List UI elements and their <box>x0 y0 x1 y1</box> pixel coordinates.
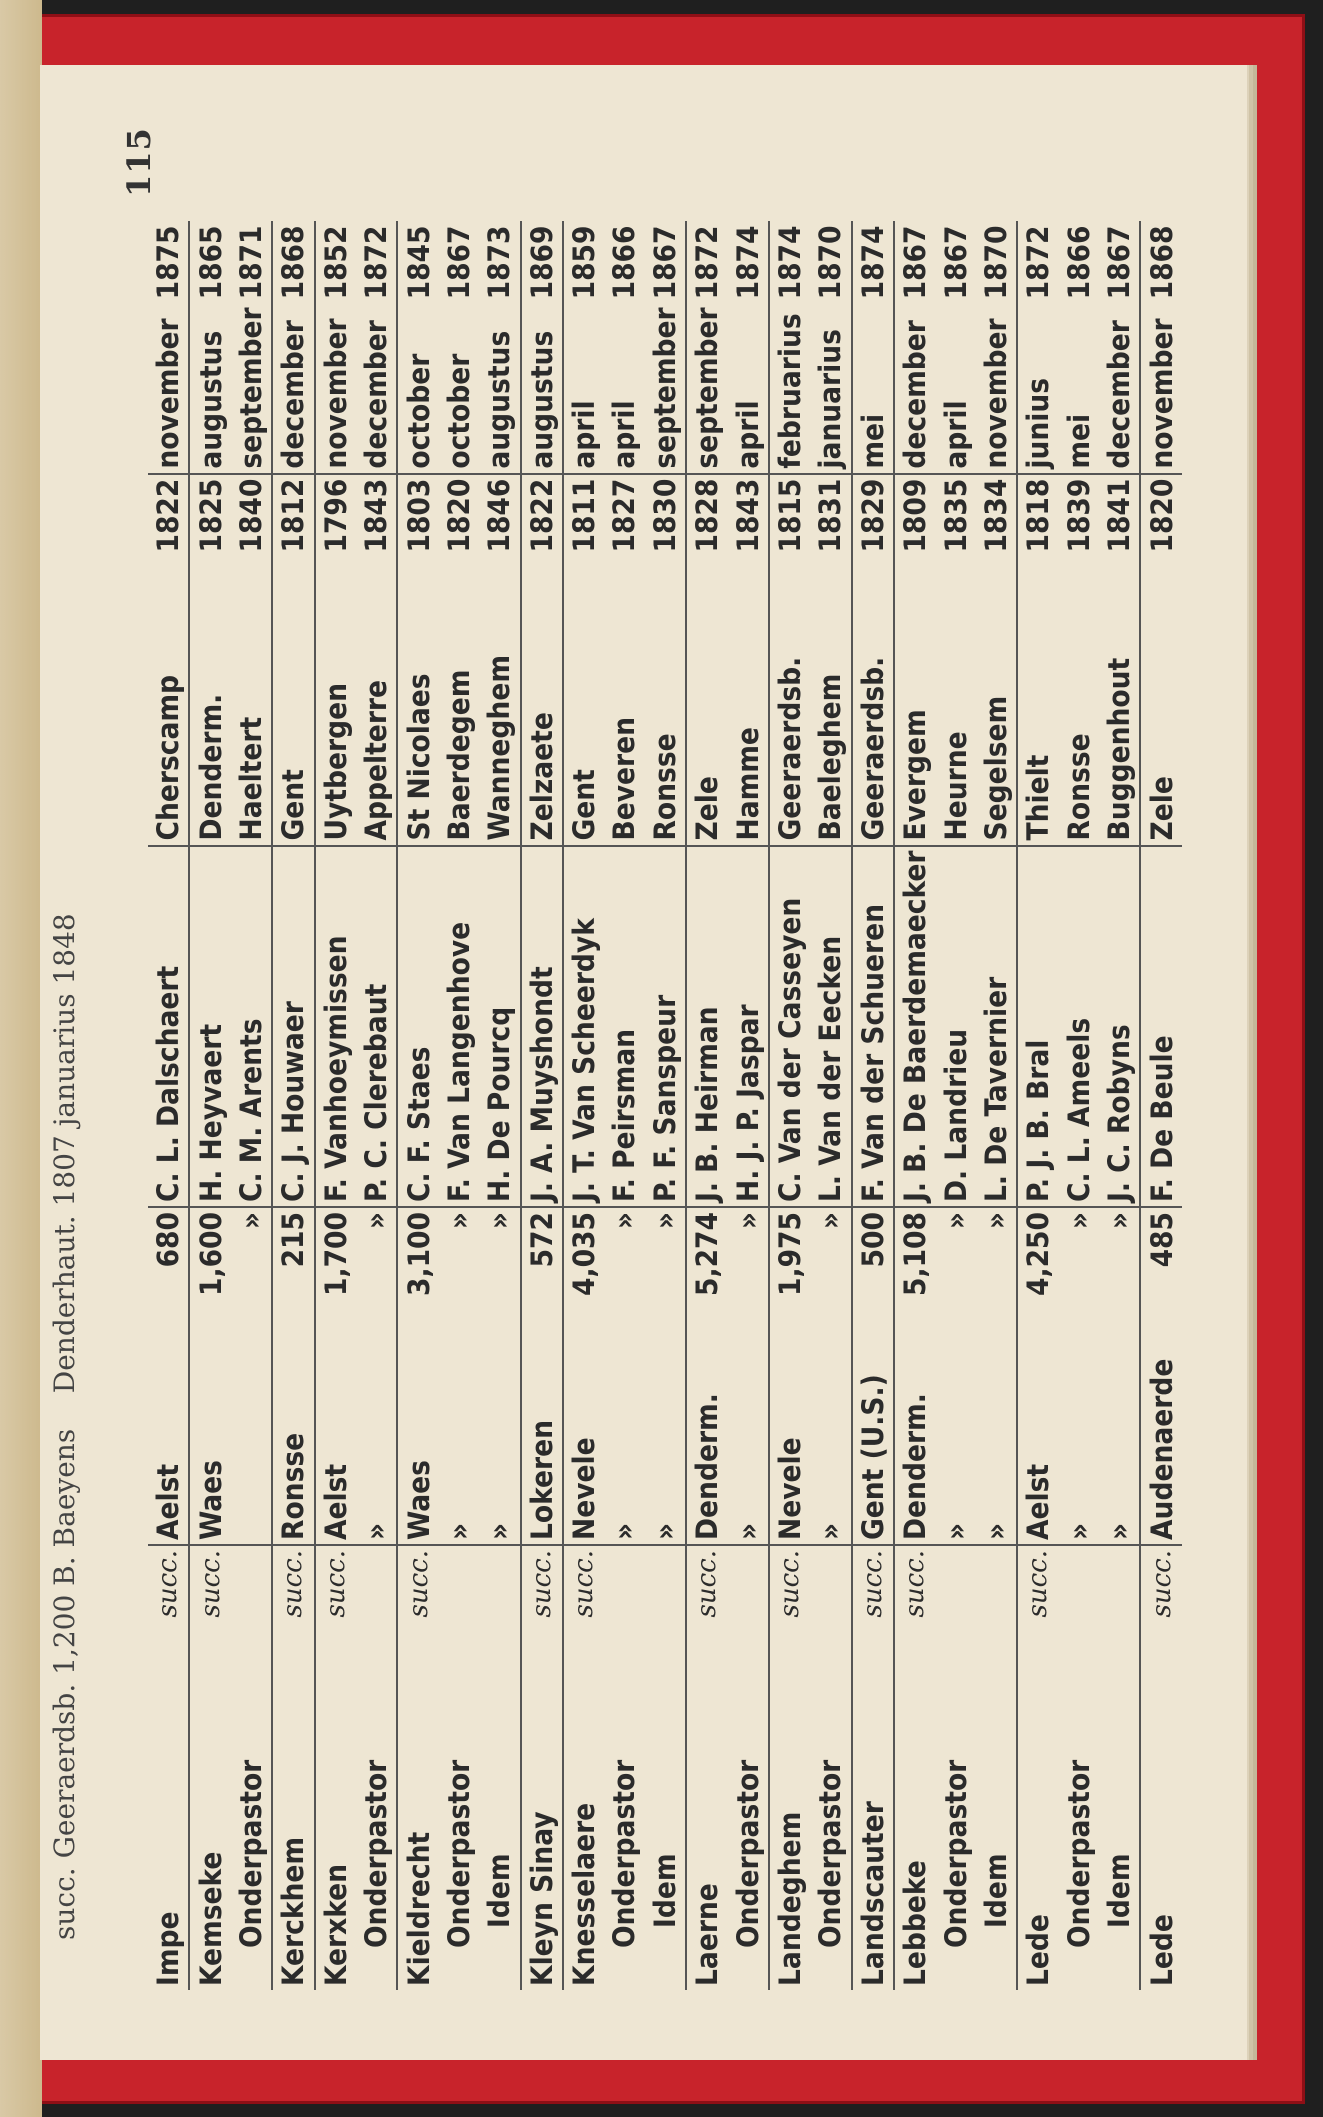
cell-income: 572 <box>521 1207 563 1346</box>
cell-year: 1870 <box>979 225 1013 300</box>
cell-priest: C. J. Houwaer <box>272 846 314 1207</box>
table-row <box>315 222 356 1991</box>
cell-byear: 1834 <box>976 474 1017 557</box>
cell-month: december <box>894 303 935 473</box>
table-row <box>935 222 975 1991</box>
cell-succ: succ. <box>894 1545 935 1624</box>
cell-byear: 1809 <box>894 474 935 557</box>
cell-birthplace: Evergem <box>894 557 935 846</box>
cell-income: 1,700 <box>315 1207 356 1346</box>
cell-succ <box>810 1545 851 1624</box>
cell-birthplace: Baeleghem <box>810 557 851 846</box>
cell-district: Denderm. <box>894 1346 935 1545</box>
cell-year: 1872 <box>1017 222 1058 304</box>
cell-priest: D. Landrieu <box>938 1028 973 1202</box>
cell-birthplace: Zele <box>1140 557 1181 846</box>
cell-byear: 1796 <box>315 474 356 557</box>
cell-parish: Laerne <box>686 1624 727 1990</box>
table-row <box>231 222 272 1991</box>
cell-parish: Lede <box>1017 1624 1058 1990</box>
previous-row-fragment: succ. Geeraerdsb. 1,200 B. Baeyens Denderhaut. 1807 januarius 1848 <box>48 913 81 1940</box>
cell-birthplace: Cherscamp <box>148 557 189 846</box>
cell-succ <box>479 1545 520 1624</box>
cell-byear: 1820 <box>439 474 479 557</box>
cell-byear: 1827 <box>604 474 644 557</box>
table-row <box>727 222 768 1991</box>
cell-year: 1873 <box>482 225 517 300</box>
cell-birthplace: Ronsse <box>645 557 686 846</box>
table-row <box>1059 222 1099 1991</box>
cell-priest: J. T. Van Scheerdyk <box>563 846 604 1207</box>
cell-birthplace: Zele <box>686 557 727 846</box>
cell-priest: P. J. B. Bral <box>1017 846 1058 1207</box>
cell-parish: Onderpastor <box>359 1759 394 1948</box>
cell-year: 1874 <box>730 225 765 300</box>
cell-birthplace: Geeraerdsb. <box>769 557 810 846</box>
cell-parish: Onderpastor <box>730 1759 765 1948</box>
cell-district: Ronsse <box>272 1346 314 1545</box>
cell-byear: 1843 <box>356 474 397 557</box>
cell-year: 1869 <box>521 222 563 304</box>
page-number: 115 <box>120 127 158 197</box>
cell-month: januarius <box>813 329 848 469</box>
cell-birthplace: Uytbergen <box>315 557 356 846</box>
cell-byear: 1835 <box>935 474 975 557</box>
cell-succ: succ. <box>1140 1545 1181 1624</box>
cell-district: Nevele <box>769 1346 810 1545</box>
cell-income: 680 <box>148 1207 189 1346</box>
cell-year: 1845 <box>397 222 438 304</box>
table-row <box>1017 222 1058 1991</box>
cell-month: december <box>1102 320 1137 469</box>
cell-succ: succ. <box>189 1545 230 1624</box>
cell-month: augustus <box>521 303 563 473</box>
table-row <box>397 222 438 1991</box>
cell-district: » <box>810 1346 851 1545</box>
book-spine <box>0 0 42 2117</box>
cell-priest: C. Van der Casseyen <box>769 846 810 1207</box>
cell-month: november <box>315 303 356 473</box>
cell-birthplace: Wanneghem <box>479 557 520 846</box>
cell-succ <box>604 1545 644 1624</box>
cell-priest: L. De Tavernier <box>979 976 1013 1202</box>
cell-priest: J. C. Robyns <box>1102 1024 1137 1202</box>
cell-district: Lokeren <box>521 1346 563 1545</box>
cell-district: Aelst <box>315 1346 356 1545</box>
cell-byear: 1846 <box>479 474 520 557</box>
table-row <box>894 222 935 1991</box>
cell-month: october <box>397 303 438 473</box>
cell-parish: Knesselaere <box>563 1624 604 1990</box>
cell-byear: 1815 <box>769 474 810 557</box>
cell-byear: 1830 <box>645 474 686 557</box>
table-row <box>852 222 894 1991</box>
cell-income: 500 <box>852 1207 894 1346</box>
cell-district: » <box>935 1346 975 1545</box>
cell-birthplace: Ronsse <box>1059 557 1099 846</box>
cell-month: mei <box>1061 413 1096 469</box>
cell-district: » <box>439 1346 479 1545</box>
table-row <box>479 222 520 1991</box>
cell-birthplace: Denderm. <box>189 557 230 846</box>
cell-parish: Onderpastor <box>1061 1759 1096 1948</box>
cell-parish: Onderpastor <box>233 1759 268 1948</box>
cell-income: » <box>1099 1207 1140 1346</box>
cell-byear: 1828 <box>686 474 727 557</box>
cell-income: 4,250 <box>1017 1207 1058 1346</box>
table-row <box>563 222 604 1991</box>
cell-parish: Kemseke <box>189 1624 230 1990</box>
cell-priest: L. Van der Eecken <box>813 935 848 1202</box>
cell-parish: Idem <box>979 1853 1013 1928</box>
cell-succ <box>645 1545 686 1624</box>
cell-month: october <box>441 353 476 469</box>
cell-district: Aelst <box>148 1346 189 1545</box>
rotated-page-content <box>40 65 1247 2060</box>
cell-birthplace: Gent <box>272 557 314 846</box>
cell-month: november <box>151 318 186 469</box>
cell-parish: Idem <box>647 1853 682 1928</box>
cell-priest: J. B. Heirman <box>686 846 727 1207</box>
table-row <box>272 222 314 1991</box>
cell-succ <box>976 1545 1017 1624</box>
table-row <box>604 222 644 1991</box>
cell-byear: 1818 <box>1017 474 1058 557</box>
cell-birthplace: Heurne <box>935 557 975 846</box>
cell-byear: 1840 <box>231 474 272 557</box>
cell-district: Aelst <box>1017 1346 1058 1545</box>
cell-priest: C. L. Ameels <box>1061 1017 1096 1202</box>
cell-birthplace: Baerdegem <box>439 557 479 846</box>
cell-byear: 1829 <box>852 474 894 557</box>
cell-byear: 1822 <box>521 474 563 557</box>
cell-parish: Landeghem <box>769 1624 810 1990</box>
cell-district: Audenaerde <box>1140 1346 1181 1545</box>
cell-byear: 1839 <box>1059 474 1099 557</box>
cell-parish: Impe <box>151 1911 186 1986</box>
cell-year: 1867 <box>647 225 682 300</box>
table-row <box>189 222 230 1991</box>
cell-income: » <box>976 1207 1017 1346</box>
cell-birthplace: Geeraerdsb. <box>852 557 894 846</box>
book-page <box>40 65 1247 2060</box>
cell-year: 1875 <box>151 225 186 300</box>
cell-parish: Onderpastor <box>938 1759 973 1948</box>
cell-succ: succ. <box>272 1545 314 1624</box>
cell-succ: succ. <box>397 1545 438 1624</box>
cell-priest: H. De Pourcq <box>482 1006 517 1202</box>
cell-parish: Onderpastor <box>441 1759 476 1948</box>
cell-succ <box>231 1545 272 1624</box>
cell-birthplace: St Nicolaes <box>397 557 438 846</box>
cell-income: 485 <box>1140 1207 1181 1346</box>
cell-income: 1,975 <box>769 1207 810 1346</box>
cell-district: » <box>356 1346 397 1545</box>
table-row <box>645 222 686 1991</box>
cell-priest: F. Van der Schueren <box>852 846 894 1207</box>
cell-parish: Lebbeke <box>894 1624 935 1990</box>
cell-income: » <box>935 1207 975 1346</box>
cell-succ: succ. <box>769 1545 810 1624</box>
cell-parish: Kerckhem <box>272 1624 314 1990</box>
cell-income: 5,274 <box>686 1207 727 1346</box>
cell-succ: succ. <box>686 1545 727 1624</box>
cell-month: augustus <box>482 330 517 469</box>
cell-district: » <box>976 1346 1017 1545</box>
cell-byear: 1841 <box>1099 474 1140 557</box>
table-row <box>439 222 479 1991</box>
cell-succ <box>1059 1545 1099 1624</box>
cell-year: 1874 <box>852 222 894 304</box>
cell-priest: C. M. Arents <box>233 1018 268 1202</box>
cell-month: mei <box>852 303 894 473</box>
cell-year: 1874 <box>769 222 810 304</box>
cell-income: » <box>356 1207 397 1346</box>
cell-month: april <box>938 400 973 469</box>
cell-income: 1,600 <box>189 1207 230 1346</box>
cell-income: » <box>439 1207 479 1346</box>
cell-parish: Onderpastor <box>607 1759 642 1948</box>
cell-month: april <box>607 400 642 469</box>
cell-district: Gent (U.S.) <box>852 1346 894 1545</box>
cell-parish: Kieldrecht <box>397 1624 438 1990</box>
cell-district: » <box>1099 1346 1140 1545</box>
cell-priest: P. C. Clerebaut <box>359 983 394 1202</box>
cell-priest: F. Vanhoeymissen <box>315 846 356 1207</box>
cell-month: augustus <box>189 303 230 473</box>
cell-birthplace: Thielt <box>1017 557 1058 846</box>
table-row <box>356 222 397 1991</box>
cell-district: » <box>645 1346 686 1545</box>
cell-birthplace: Beveren <box>604 557 644 846</box>
table-row <box>976 222 1017 1991</box>
cell-year: 1872 <box>359 225 394 300</box>
table-row <box>1099 222 1140 1991</box>
cell-year: 1852 <box>315 222 356 304</box>
cell-byear: 1803 <box>397 474 438 557</box>
cell-priest: J. A. Muyshondt <box>521 846 563 1207</box>
cell-income: » <box>604 1207 644 1346</box>
cell-parish: Onderpastor <box>813 1759 848 1948</box>
table-row <box>810 222 851 1991</box>
cell-month: november <box>979 318 1013 469</box>
cell-district <box>231 1346 272 1545</box>
cell-priest: P. F. Sanspeur <box>647 994 682 1202</box>
cell-succ: succ. <box>1017 1545 1058 1624</box>
cell-byear: 1820 <box>1140 474 1181 557</box>
cell-byear: 1811 <box>563 474 604 557</box>
cell-income: » <box>479 1207 520 1346</box>
table-row <box>521 222 563 1991</box>
cell-year: 1872 <box>686 222 727 304</box>
cell-month: september <box>233 307 268 469</box>
cell-parish: Lede <box>1140 1624 1181 1990</box>
cell-district: » <box>727 1346 768 1545</box>
clergy-table <box>148 222 1182 1991</box>
cell-parish: Idem <box>482 1853 517 1928</box>
cell-year: 1868 <box>272 222 314 304</box>
cell-birthplace: Gent <box>563 557 604 846</box>
table-row <box>686 222 727 1991</box>
cell-birthplace: Segelsem <box>976 557 1017 846</box>
cell-succ: succ. <box>315 1545 356 1624</box>
cell-income: » <box>727 1207 768 1346</box>
cell-year: 1867 <box>894 222 935 304</box>
table-row <box>1140 222 1181 1991</box>
cell-district: Nevele <box>563 1346 604 1545</box>
cell-year: 1859 <box>563 222 604 304</box>
cell-priest: C. L. Dalschaert <box>151 965 186 1202</box>
cell-district: » <box>1059 1346 1099 1545</box>
cell-income: 4,035 <box>563 1207 604 1346</box>
cell-income: » <box>231 1207 272 1346</box>
cell-year: 1866 <box>607 225 642 300</box>
cell-succ: succ. <box>852 1545 894 1624</box>
cell-parish: Idem <box>1102 1853 1137 1928</box>
cell-succ: succ. <box>521 1545 563 1624</box>
cell-month: december <box>272 303 314 473</box>
cell-priest: F. Peirsman <box>607 1028 642 1202</box>
cell-byear: 1812 <box>272 474 314 557</box>
cell-priest: J. B. De Baerdemaecker <box>894 846 935 1207</box>
cell-year: 1867 <box>1102 225 1137 300</box>
cell-income: 5,108 <box>894 1207 935 1346</box>
table-row <box>148 222 189 1991</box>
cell-succ: succ. <box>153 1550 184 1618</box>
cell-month: april <box>730 400 765 469</box>
cell-year: 1868 <box>1140 222 1181 304</box>
cell-district: Waes <box>189 1346 230 1545</box>
cell-income: » <box>645 1207 686 1346</box>
cell-byear: 1822 <box>148 474 189 557</box>
cell-income: 3,100 <box>397 1207 438 1346</box>
cell-byear: 1825 <box>189 474 230 557</box>
cell-succ: succ. <box>563 1545 604 1624</box>
cell-succ <box>727 1545 768 1624</box>
cell-priest: H. J. P. Jaspar <box>730 1004 765 1202</box>
cell-month: november <box>1140 303 1181 473</box>
cell-parish: Landscauter <box>852 1624 894 1990</box>
cell-birthplace: Appelterre <box>356 557 397 846</box>
cell-income: » <box>1059 1207 1099 1346</box>
cell-year: 1867 <box>441 225 476 300</box>
cell-priest: F. Van Langenhove <box>441 921 476 1202</box>
cell-year: 1871 <box>233 225 268 300</box>
cell-year: 1865 <box>189 222 230 304</box>
cell-month: april <box>563 303 604 473</box>
cell-succ <box>1099 1545 1140 1624</box>
cell-priest: F. De Beule <box>1140 846 1181 1207</box>
cell-succ <box>935 1545 975 1624</box>
cell-year: 1866 <box>1061 225 1096 300</box>
cell-district: Denderm. <box>686 1346 727 1545</box>
cell-month: junius <box>1017 303 1058 473</box>
cell-parish: Kerxken <box>315 1624 356 1990</box>
cell-year: 1870 <box>813 225 848 300</box>
cell-district: » <box>604 1346 644 1545</box>
cell-district: » <box>479 1346 520 1545</box>
cell-birthplace: Haeltert <box>231 557 272 846</box>
cell-byear: 1831 <box>810 474 851 557</box>
cell-byear: 1843 <box>727 474 768 557</box>
cell-month: september <box>647 307 682 469</box>
cell-succ <box>439 1545 479 1624</box>
cell-month: september <box>686 303 727 473</box>
cell-month: december <box>359 320 394 469</box>
cell-income: » <box>810 1207 851 1346</box>
cell-district: Waes <box>397 1346 438 1545</box>
cell-priest: C. F. Staes <box>397 846 438 1207</box>
cell-month: februarius <box>769 303 810 473</box>
cell-priest: H. Heyvaert <box>189 846 230 1207</box>
table-row <box>769 222 810 1991</box>
cell-birthplace: Buggenhout <box>1099 557 1140 846</box>
cell-birthplace: Hamme <box>727 557 768 846</box>
cell-income: 215 <box>272 1207 314 1346</box>
cell-year: 1867 <box>938 225 973 300</box>
cell-parish: Kleyn Sinay <box>521 1624 563 1990</box>
cell-birthplace: Zelzaete <box>521 557 563 846</box>
cell-succ <box>356 1545 397 1624</box>
